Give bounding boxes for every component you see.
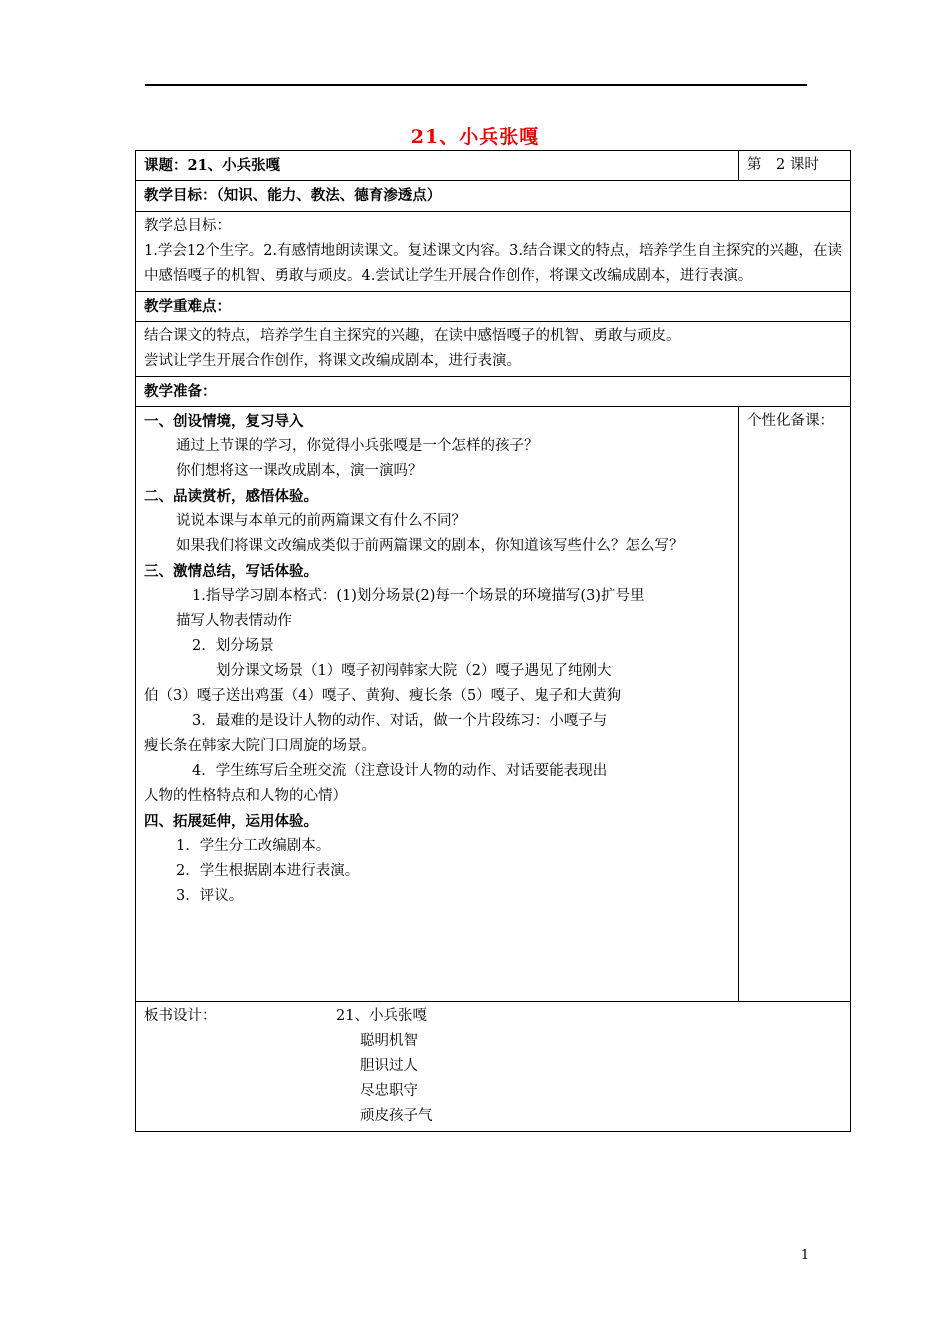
- objectives-cell: [136, 212, 851, 292]
- section-1-line-1: 通过上节课的学习，你觉得小兵张嘎是一个怎样的孩子？: [176, 438, 539, 454]
- board-design-title: 21、小兵张嘎: [336, 1008, 427, 1024]
- section-1-heading: 一、创设情境，复习导入: [144, 413, 304, 430]
- key-points-row: [136, 322, 851, 377]
- section-3-item-2: 2．划分场景: [192, 638, 274, 654]
- section-3-item-3a: 3．最难的是设计人物的动作、对话，做一个片段练习：小嘎子与: [192, 713, 608, 729]
- personalized-notes-cell: [739, 407, 851, 1002]
- process-cell: [136, 407, 739, 1002]
- section-2-heading: 二、品读赏析，感悟体验。: [144, 488, 318, 505]
- header-rule: [145, 84, 807, 86]
- section-3-item-2b: 伯（3）嘎子送出鸡蛋（4）嘎子、黄狗、瘦长条（5）嘎子、鬼子和大黄狗: [144, 688, 622, 704]
- section-3-heading: 三、激情总结，写话体验。: [144, 563, 318, 580]
- board-item-3: 尽忠职守: [360, 1083, 418, 1099]
- section-1-line-2: 你们想将这一课改成剧本，演一演吗？: [176, 463, 423, 479]
- section-3-item-4a: 4．学生练写后全班交流（注意设计人物的动作、对话要能表现出: [192, 763, 608, 779]
- section-3-item-4b: 人物的性格特点和人物的心情）: [144, 788, 347, 804]
- section-4-line-3: 3．评议。: [176, 888, 244, 904]
- objectives-heading-row: [136, 181, 851, 212]
- section-4-line-1: 1．学生分工改编剧本。: [176, 838, 331, 854]
- section-3-item-2a: 划分课文场景（1）嘎子初闯韩家大院（2）嘎子遇见了纯刚大: [216, 663, 612, 679]
- objectives-heading-text: 教学目标：（知识、能力、教法、德育渗透点）: [144, 187, 442, 204]
- section-3-item-3b: 瘦长条在韩家大院门口周旋的场景。: [144, 738, 376, 754]
- objectives-row: [136, 212, 851, 292]
- process-row: [136, 407, 851, 1002]
- page-number: 1: [800, 1248, 810, 1263]
- key-points-heading: 教学重难点：: [136, 292, 851, 322]
- key-point-2: 尝试让学生开展合作创作，将课文改编成剧本，进行表演。: [144, 353, 521, 369]
- board-design-line-1: [144, 1004, 842, 1029]
- objectives-heading: [136, 181, 851, 212]
- topic-cell: 课题：21、小兵张嘎: [136, 151, 739, 181]
- board-design-label: 板书设计：: [144, 1008, 217, 1024]
- board-design-row: [136, 1002, 851, 1132]
- section-3-item-1a: 1.指导学习剧本格式：(1)划分场景(2)每一个场景的环境描写(3)扩号里: [192, 588, 645, 604]
- board-item-1: 聪明机智: [360, 1033, 418, 1049]
- preparation-heading: 教学准备：: [136, 377, 851, 407]
- key-points-heading-row: [136, 292, 851, 322]
- section-4-line-2: 2．学生根据剧本进行表演。: [176, 863, 360, 879]
- personalized-notes-label: 个性化备课：: [747, 413, 834, 429]
- document-title: 21、小兵张嘎: [410, 126, 540, 148]
- board-design-cell: [136, 1002, 851, 1132]
- objectives-label: 教学总目标：: [144, 218, 231, 234]
- section-4-heading: 四、拓展延伸，运用体验。: [144, 813, 318, 830]
- section-2-line-1: 说说本课与本单元的前两篇课文有什么不同？: [176, 513, 466, 529]
- lesson-plan-table: [135, 150, 851, 1132]
- objectives-text: 1.学会12个生字。2.有感情地朗读课文。复述课文内容。3.结合课文的特点，培养学生自主探究的兴趣，在读中感悟嘎子的机智、勇敢与顽皮。4.尝试让学生开展合作创作，将课文改编成剧本，进行表演。: [144, 243, 842, 284]
- preparation-row: [136, 377, 851, 407]
- key-points-cell: [136, 322, 851, 377]
- section-3-item-1b: 描写人物表情动作: [176, 613, 292, 629]
- board-item-4: 顽皮孩子气: [360, 1108, 433, 1124]
- topic-row: [136, 151, 851, 181]
- section-2-line-2: 如果我们将课文改编成类似于前两篇课文的剧本，你知道该写些什么？怎么写？: [176, 538, 684, 554]
- key-point-1: 结合课文的特点，培养学生自主探究的兴趣，在读中感悟嘎子的机智、勇敢与顽皮。: [144, 328, 681, 344]
- board-item-2: 胆识过人: [360, 1058, 418, 1074]
- lesson-number-cell: 第 2 课时: [739, 151, 851, 181]
